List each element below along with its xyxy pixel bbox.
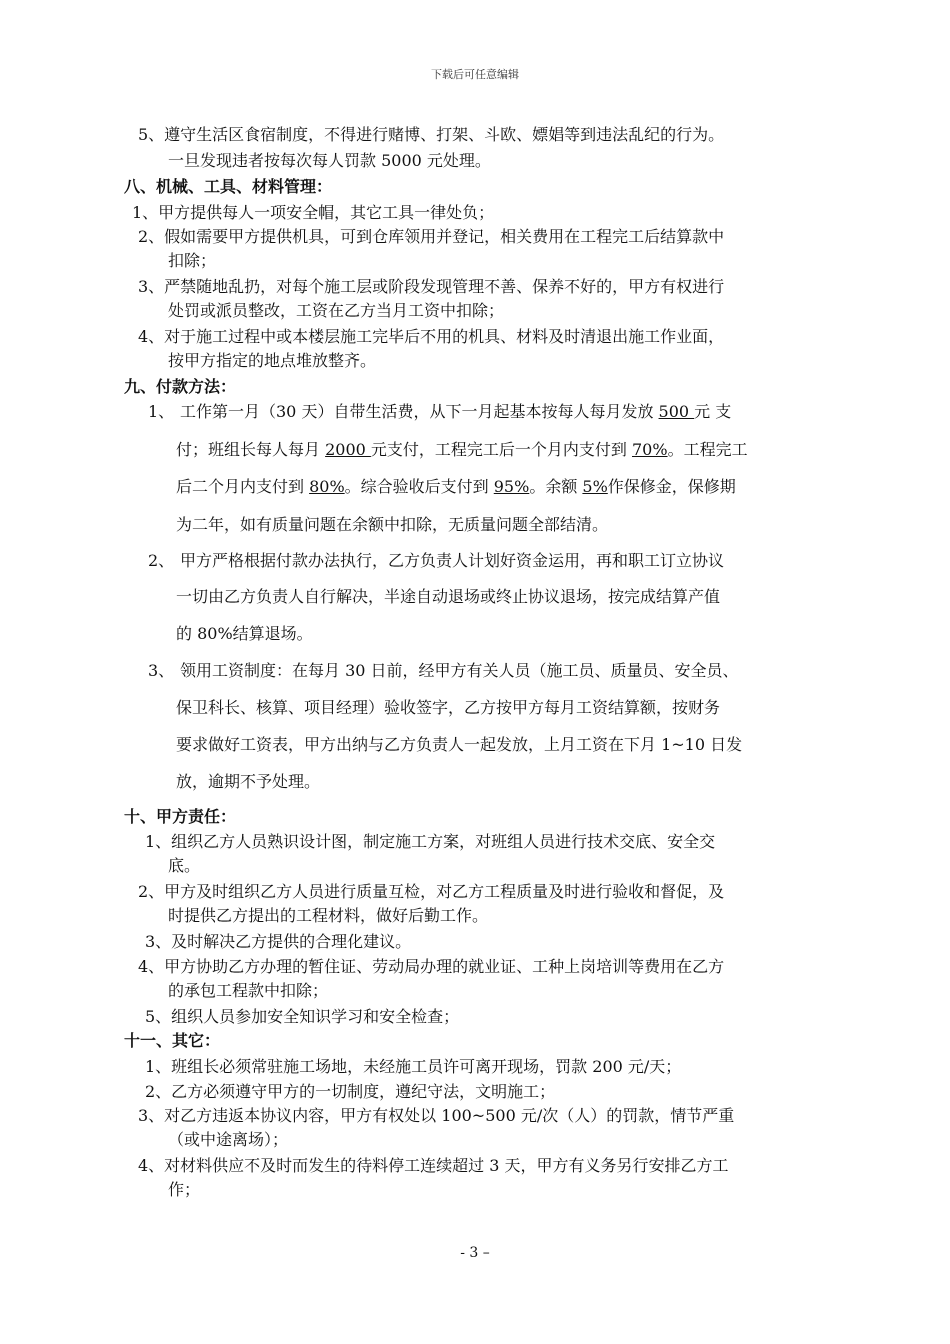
percent-95: 95%: [493, 477, 530, 496]
s9-item1-line1: 工作第一月（30 天）自带生活费，从下一月起基本按每人每月发放 500 元 支: [180, 402, 732, 421]
s11-item4-line2: 作；: [168, 1180, 201, 1199]
s10-item2-line1: 2、甲方及时组织乙方人员进行质量互检，对乙方工程质量及时进行验收和督促，及: [138, 882, 725, 901]
page-header: 下载后可任意编辑: [431, 68, 519, 81]
s10-item1-line1: 1、组织乙方人员熟识设计图，制定施工方案，对班组人员进行技术交底、安全交: [145, 832, 716, 851]
s8-item2-line1: 2、假如需要甲方提供机具，可到仓库领用并登记，相关费用在工程完工后结算款中: [138, 227, 725, 246]
s8-item1: 1、甲方提供每人一项安全帽，其它工具一律处负；: [132, 203, 495, 222]
s8-item3-line1: 3、严禁随地乱扔，对每个施工层或阶段发现管理不善、保养不好的，甲方有权进行: [138, 277, 725, 296]
s8-item4-line1: 4、对于施工过程中或本楼层施工完毕后不用的机具、材料及时清退出施工作业面，: [138, 327, 725, 346]
s9-item2-line2: 一切由乙方负责人自行解决，半途自动退场或终止协议退场，按完成结算产值: [176, 587, 721, 606]
s9-item1-line4: 为二年，如有质量问题在余额中扣除，无质量问题全部结清。: [176, 515, 609, 534]
s8-item2-line2: 扣除；: [168, 251, 217, 270]
s9-item2-number: 2、: [148, 551, 175, 570]
s9-item1-number: 1、: [148, 402, 175, 421]
s10-item5: 5、组织人员参加安全知识学习和安全检查；: [145, 1007, 460, 1026]
section-11-heading: 十一、其它：: [124, 1031, 221, 1050]
section-8-heading: 八、机械、工具、材料管理：: [124, 177, 333, 196]
s9-item3-number: 3、: [148, 661, 175, 680]
s9-item3-line3: 要求做好工资表，甲方出纳与乙方负责人一起发放，上月工资在下月 1~10 日发: [176, 735, 743, 754]
s11-item4-line1: 4、对材料供应不及时而发生的待料停工连续超过 3 天，甲方有义务另行安排乙方工: [138, 1156, 729, 1175]
s11-item2: 2、乙方必须遵守甲方的一切制度，遵纪守法，文明施工；: [145, 1082, 556, 1101]
s8-item5-line1: 5、遵守生活区食宿制度，不得进行赌博、打架、斗欧、嫖娼等到违法乱纪的行为。: [138, 125, 725, 144]
s8-item4-line2: 按甲方指定的地点堆放整齐。: [168, 351, 377, 370]
s9-item1-line3: 后二个月内支付到 80%。综合验收后支付到 95%。余额 5%作保修金，保修期: [176, 477, 736, 496]
s9-item2-line3: 的 80%结算退场。: [176, 624, 313, 643]
s8-item5-line2: 一旦发现违者按每次每人罚款 5000 元处理。: [168, 151, 491, 170]
s10-item1-line2: 底。: [168, 856, 201, 875]
s11-item3-line1: 3、对乙方违返本协议内容，甲方有权处以 100~500 元/次（人）的罚款，情节严重: [138, 1106, 735, 1125]
s8-item3-line2: 处罚或派员整改，工资在乙方当月工资中扣除；: [168, 301, 505, 320]
s9-item2-line1: 甲方严格根据付款办法执行，乙方负责人计划好资金运用，再和职工订立协议: [180, 551, 725, 570]
s10-item4-line1: 4、甲方协助乙方办理的暂住证、劳动局办理的就业证、工种上岗培训等费用在乙方: [138, 957, 725, 976]
amount-2000: 2000: [325, 440, 371, 459]
section-10-heading: 十、甲方责任：: [124, 807, 237, 826]
s10-item2-line2: 时提供乙方提出的工程材料，做好后勤工作。: [168, 906, 489, 925]
s9-item3-line4: 放，逾期不予处理。: [176, 772, 321, 791]
percent-80: 80%: [309, 477, 345, 496]
s10-item4-line2: 的承包工程款中扣除；: [168, 981, 329, 1000]
s11-item1: 1、班组长必须常驻施工场地，未经施工员许可离开现场，罚款 200 元/天；: [145, 1057, 682, 1076]
s9-item3-line1: 领用工资制度：在每月 30 日前，经甲方有关人员（施工员、质量员、安全员、: [180, 661, 739, 680]
s10-item3: 3、及时解决乙方提供的合理化建议。: [145, 932, 412, 951]
s11-item3-line2: （或中途离场）；: [168, 1130, 289, 1149]
percent-5: 5%: [582, 477, 608, 496]
amount-500: 500: [658, 402, 695, 421]
s9-item1-line2: 付；班组长每人每月 2000 元支付，工程完工后一个月内支付到 70%。工程完工: [176, 440, 748, 459]
section-9-heading: 九、付款方法：: [124, 377, 237, 396]
s9-item3-line2: 保卫科长、核算、项目经理）验收签字，乙方按甲方每月工资结算额，按财务: [176, 698, 721, 717]
percent-70: 70%: [632, 440, 668, 459]
page-number: - 3 –: [460, 1245, 490, 1261]
